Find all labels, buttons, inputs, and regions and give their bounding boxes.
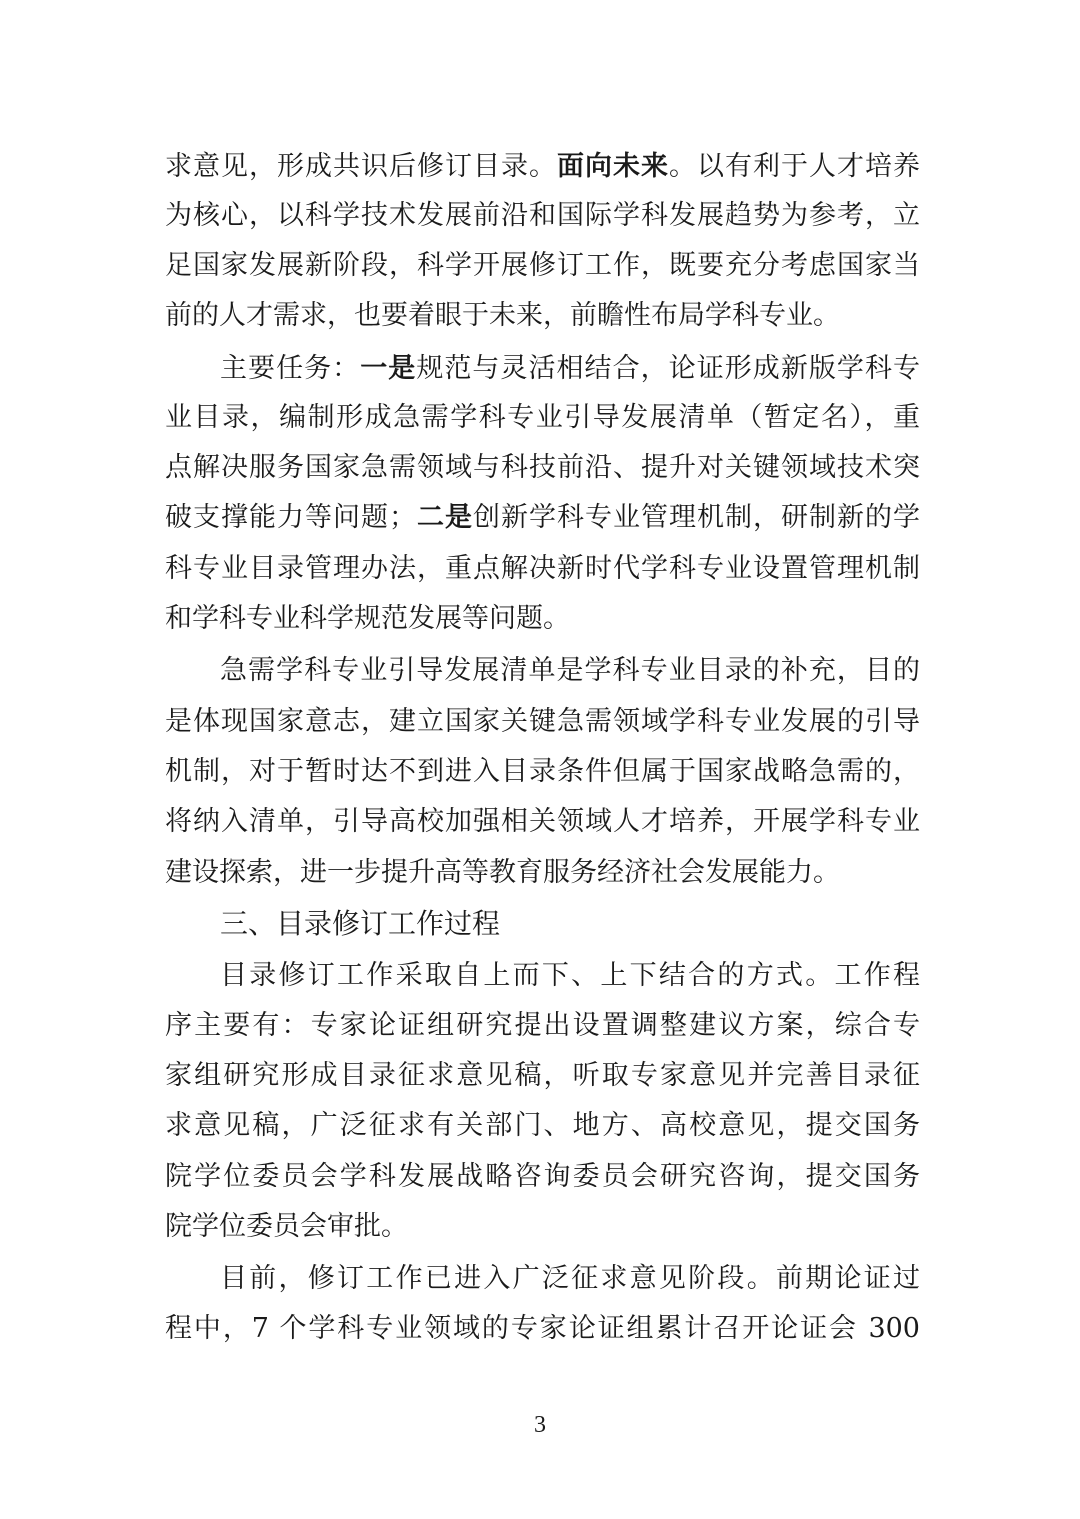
bold-term: 一是 bbox=[360, 353, 417, 384]
paragraph-line: 程中，7 个学科专业领域的专家论证组累计召开论证会 300 bbox=[165, 1313, 920, 1344]
paragraph-line: 将纳入清单，引导高校加强相关领域人才培养，开展学科专业 bbox=[165, 806, 920, 837]
paragraph-line bbox=[165, 147, 920, 187]
paragraph-line bbox=[165, 498, 920, 538]
text-run: 规范与灵活相结合，论证形成新版学科专 bbox=[416, 353, 920, 384]
text-run: 破支撑能力等问题； bbox=[165, 502, 416, 533]
paragraph-line: 家组研究形成目录征求意见稿，听取专家意见并完善目录征 bbox=[165, 1060, 920, 1091]
paragraph-line: 和学科专业科学规范发展等问题。 bbox=[165, 603, 570, 634]
paragraph-line: 业目录，编制形成急需学科专业引导发展清单（暂定名），重 bbox=[165, 402, 920, 433]
paragraph-line: 院学位委员会学科发展战略咨询委员会研究咨询，提交国务 bbox=[165, 1161, 920, 1192]
page-number: 3 bbox=[534, 1412, 546, 1438]
paragraph-line: 科专业目录管理办法，重点解决新时代学科专业设置管理机制 bbox=[165, 553, 920, 584]
paragraph-line: 目录修订工作采取自上而下、上下结合的方式。工作程 bbox=[220, 960, 920, 991]
paragraph-line: 序主要有：专家论证组研究提出设置调整建议方案，综合专 bbox=[165, 1010, 920, 1041]
text-run: 主要任务： bbox=[220, 353, 361, 384]
paragraph-line: 求意见稿，广泛征求有关部门、地方、高校意见，提交国务 bbox=[165, 1110, 920, 1141]
paragraph-line: 是体现国家意志，建立国家关键急需领域学科专业发展的引导 bbox=[165, 706, 920, 737]
paragraph-line: 院学位委员会审批。 bbox=[165, 1211, 408, 1242]
section-heading: 三、目录修订工作过程 bbox=[220, 907, 501, 940]
paragraph-line: 为核心，以科学技术发展前沿和国际学科发展趋势为参考，立 bbox=[165, 200, 920, 231]
paragraph-line: 目前，修订工作已进入广泛征求意见阶段。前期论证过 bbox=[220, 1263, 920, 1294]
paragraph-line: 点解决服务国家急需领域与科技前沿、提升对关键领域技术突 bbox=[165, 452, 920, 483]
text-run: 。以有利于人才培养 bbox=[669, 151, 920, 182]
paragraph-line: 机制，对于暂时达不到进入目录条件但属于国家战略急需的， bbox=[165, 756, 920, 787]
paragraph-line: 建设探索，进一步提升高等教育服务经济社会发展能力。 bbox=[165, 857, 840, 888]
text-run: 创新学科专业管理机制，研制新的学 bbox=[473, 502, 920, 533]
bold-term: 二是 bbox=[416, 502, 473, 533]
text-run: 求意见，形成共识后修订目录。 bbox=[165, 151, 557, 182]
paragraph-line: 足国家发展新阶段，科学开展修订工作，既要充分考虑国家当 bbox=[165, 250, 920, 281]
paragraph-line: 急需学科专业引导发展清单是学科专业目录的补充，目的 bbox=[220, 655, 920, 686]
paragraph-line: 前的人才需求，也要着眼于未来，前瞻性布局学科专业。 bbox=[165, 300, 840, 331]
bold-term: 面向未来 bbox=[557, 151, 669, 182]
paragraph-line bbox=[220, 349, 920, 389]
